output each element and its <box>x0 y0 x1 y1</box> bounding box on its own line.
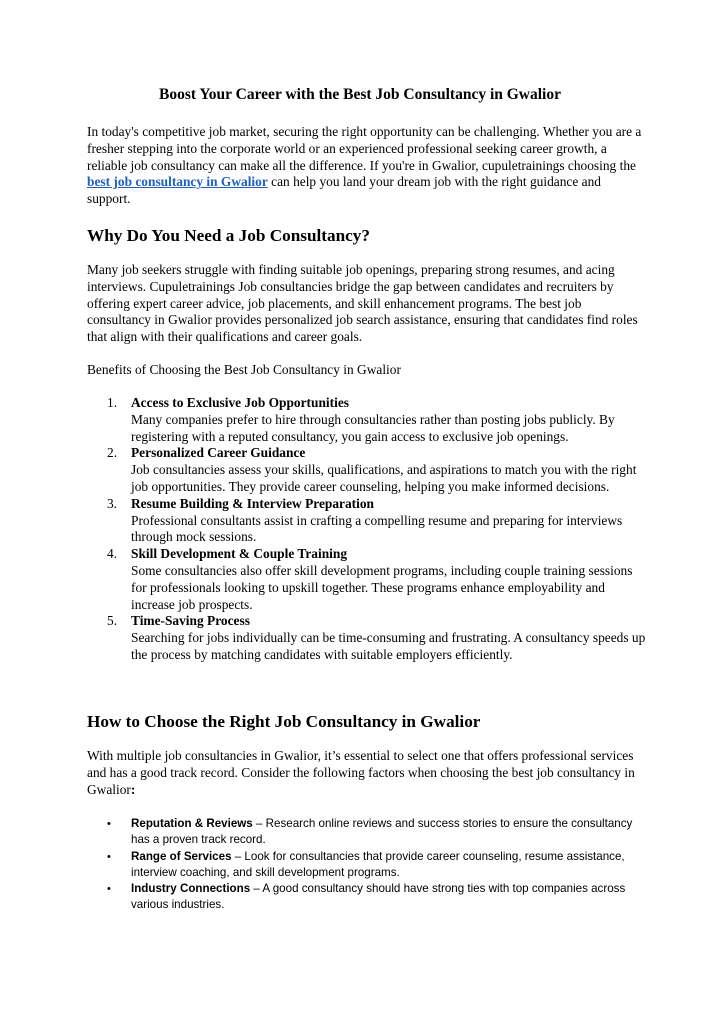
factor-label: Range of Services <box>131 849 232 863</box>
how-paragraph-text: With multiple job consultancies in Gwalior, it’s essential to select one that offers professional services and has a good track record. Consider the following factors when choosing the best job consultancy in Gwalior <box>87 748 635 797</box>
list-item-title: Personalized Career Guidance <box>131 445 306 461</box>
factor-text: – Research online reviews and success stories to ensure the consultancy has a proven track record. <box>131 817 633 847</box>
list-item-title: Time-Saving Process <box>131 613 250 629</box>
list-item-number: 1. <box>107 395 118 410</box>
section-heading-why: Why Do You Need a Job Consultancy? <box>87 226 370 245</box>
list-item-number: 2. <box>107 445 118 461</box>
list-item <box>87 546 647 613</box>
intro-text-after: can help you land your dream job with the right guidance and support. <box>87 174 601 207</box>
list-item <box>87 496 647 546</box>
intro-text-before: In today's competitive job market, securing the right opportunity can be challenging. Whether you are a fresher stepping into the corporate world or an experienced professional seeking career growth, a reliable job consultancy can make all the difference. If you're in Gwalior, cupuletrainings choosing the <box>87 124 642 173</box>
list-item-description: Many companies prefer to hire through consultancies rather than posting jobs publicly. By registering with a reputed consultancy, you gain access to exclusive job openings. <box>131 411 615 444</box>
list-item <box>87 445 647 495</box>
bullet-icon: • <box>107 883 111 896</box>
list-item <box>87 816 647 849</box>
intro-paragraph <box>87 124 647 208</box>
list-item <box>87 881 647 914</box>
list-item-title: Skill Development & Couple Training <box>131 546 348 562</box>
list-item <box>87 613 647 663</box>
factor-text: – Look for consultancies that provide career counseling, resume assistance, interview coaching, and skill development programs. <box>131 849 625 879</box>
section-heading-how: How to Choose the Right Job Consultancy in Gwalior <box>87 712 481 731</box>
why-paragraph: Many job seekers struggle with finding suitable job openings, preparing strong resumes, and acing interviews. Cupuletrainings Job consultancies bridge the gap between candidates and recruiters by offering expert career advice, job placements, and skill enhancement programs. The best job consultancy in Gwalior provides personalized job search assistance, ensuring that candidates find roles that align with their qualifications and career goals. <box>87 262 638 345</box>
list-item-title: Resume Building & Interview Preparation <box>131 495 375 511</box>
list-item-number: 5. <box>107 613 118 629</box>
best-job-consultancy-link[interactable]: best job consultancy in Gwalior <box>87 174 268 190</box>
bullet-icon: • <box>107 850 111 863</box>
factor-label: Industry Connections <box>131 882 251 896</box>
factor-text: – A good consultancy should have strong ties with top companies across various industries. <box>131 882 626 912</box>
list-item-description: Some consultancies also offer skill development programs, including couple training sessions for professionals looking to upskill together. These programs enhance employability and increase job prospects. <box>131 562 633 612</box>
list-item-number: 4. <box>107 546 118 562</box>
list-item-description: Job consultancies assess your skills, qualifications, and aspirations to match you with the right job opportunities. They provide career counseling, helping you make informed decisions. <box>131 462 637 494</box>
list-item-description: Professional consultants assist in crafting a compelling resume and preparing for interviews through mock sessions. <box>131 512 623 545</box>
list-item-description: Searching for jobs individually can be time-consuming and frustrating. A consultancy speeds up the process by matching candidates with suitable employers efficiently. <box>131 630 646 662</box>
benefits-label: Benefits of Choosing the Best Job Consultancy in Gwalior <box>87 362 401 377</box>
bullet-icon: • <box>107 818 111 830</box>
factors-list <box>87 816 647 914</box>
how-paragraph <box>87 748 647 798</box>
factor-label: Reputation & Reviews <box>131 817 253 830</box>
how-paragraph-colon: : <box>130 781 136 797</box>
list-item <box>87 849 647 882</box>
list-item <box>87 395 647 445</box>
benefits-list <box>87 395 647 664</box>
list-item-number: 3. <box>107 495 118 511</box>
page-title: Boost Your Career with the Best Job Consultancy in Gwalior <box>158 86 561 103</box>
list-item-title: Access to Exclusive Job Opportunities <box>131 395 349 410</box>
